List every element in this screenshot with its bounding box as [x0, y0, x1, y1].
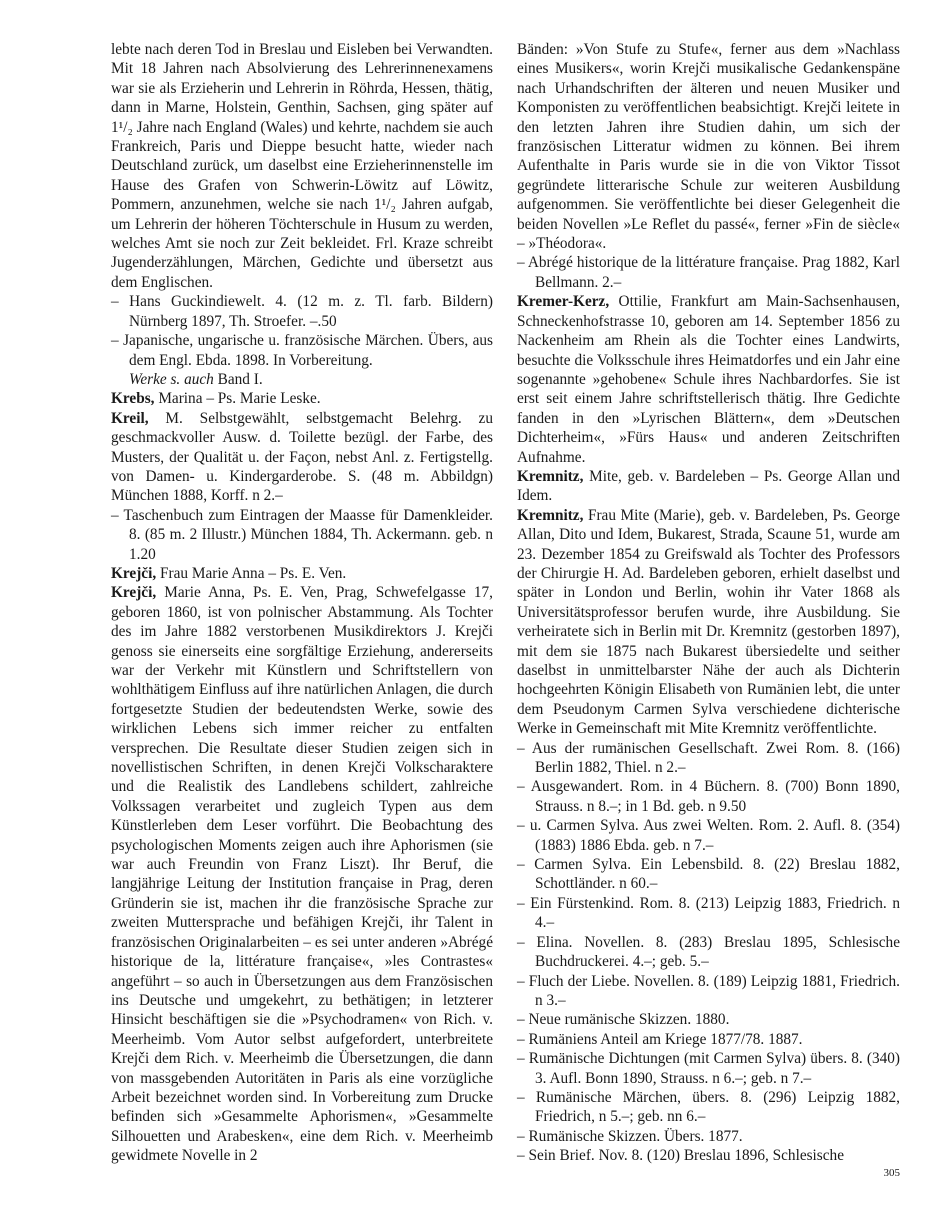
entry-text: Frau Marie Anna – Ps. E. Ven. [156, 564, 347, 582]
entry-headword: Kremer-Kerz, [517, 293, 610, 311]
work-item: – Ein Fürstenkind. Rom. 8. (213) Leipzig 1883, Friedrich. n 4.– [517, 894, 900, 932]
work-item: – Taschenbuch zum Eintragen der Maasse für Damenkleider. 8. (85 m. 2 Illustr.) München 1884, Th. Ackermann. geb. n 1.20 [111, 506, 493, 563]
entry-kremnitz-ps [517, 467, 900, 506]
work-item: – Hans Guckindiewelt. 4. (12 m. z. Tl. farb. Bildern) Nürnberg 1897, Th. Stroefer. –.50 [111, 293, 493, 330]
entry-text: Frau Mite (Marie), geb. v. Bardeleben, Ps. George Allan, Dito und Idem, Bukarest, Strada, Scaune 51, wurde am 23. Dezember 1854 zu Greifswald als Tochter des Professors der Chirurgie H. Ad. Bardeleben geboren, erhielt daselbst und später in London und Berlin, wohin ihr Vater 1868 als Universitätsprofessor berufen wurde, ihre Ausbildung. Sie verheiratete sich in Berlin mit Dr. Kremnitz (gestorben 1897), mit dem sie 1875 nach Bukarest übersiedelte und seither daselbst in unmittelbarster Nähe der auch als Dichterin hochgeehrten Königin Elisabeth von Rumänien lebt, die unter dem Pseudonym Carmen Sylva verschiedene dichterische Werke in Gemeinschaft mit Mite Kremnitz veröffentlichte. [517, 506, 900, 738]
entry-krejci [111, 583, 493, 1165]
page-number: 305 [883, 1167, 900, 1179]
cross-reference-label: Werke s. auch [129, 370, 214, 388]
work-item: – Elina. Novellen. 8. (283) Breslau 1895, Schlesische Buchdruckerei. 4.–; geb. 5.– [517, 933, 900, 971]
entry-text: Marie Anna, Ps. E. Ven, Prag, Schwefelgasse 17, geboren 1860, ist von polnischer Abstammung. Als Tochter des im Jahre 1882 verstorbenen Musikdirektors J. Krejči genoss sie einerseits eine sorgfältige Erziehung, andererseits war der Verkehr mit Künstlern und Schriftstellern von wohlthätigem Einfluss auf ihre natürlichen Anlagen, die durch fortgesetzte Studien der bedeutendsten Werke, sowie des wirklichen Lebens sich immer reicher zu entfalten versprechen. Die Resultate dieser Studien zeigen sich in novellistischen Schriften, in denen Krejči Volkscharaktere und die Realistik des Landlebens schildert, zahlreiche Volkssagen verarbeitet und zugleich Typen aus dem Künstlerleben dem Leser vorführt. Die Beobachtung des psychologischen Moments zeigen auch ihre Aphorismen (sie war auch Freundin von Franz Liszt). Ihr Beruf, die langjährige Leitung der Institution française in Prag, deren Gründerin sie ist, machen ihr die französische Sprache zur zweiten Muttersprache und befähigen Krejči, ihr Talent in französischen Originalarbeiten – es sei unter anderen »Abrégé historique de la, littérature française«, »les Contrastes« angeführt – so auch in Übersetzungen aus dem Französischen ins Deutsche und umgekehrt, zu bethätigen; in letzterer Hinsicht beschäftigen sie die »Psychodramen« von Rich. v. Meerheimb. Vom Autor selbst aufgefordert, unterbreitete Krejči dem Rich. v. Meerheimb die Übersetzungen, die dann von massgebenden Autoritäten in Paris als eine vorzügliche Arbeit bezeichnet worden sind. In Vorbereitung zum Drucke befinden sich »Gesammelte Aphorismen«, »Gesammelte Silhouetten und Arabesken«, eine dem Rich. v. Meerheimb gewidmete Novelle in 2 [111, 584, 493, 1165]
entry-krejci-ps [111, 564, 493, 583]
entry-headword: Krebs, [111, 390, 155, 408]
work-item: – Rumänische Dichtungen (mit Carmen Sylva) übers. 8. (340) 3. Aufl. Bonn 1890, Strauss. n 6.–; geb. n 7.– [517, 1050, 900, 1087]
entry-kremer-kerz [517, 292, 900, 467]
cross-reference [111, 370, 493, 389]
work-item: – Carmen Sylva. Ein Lebensbild. 8. (22) Breslau 1882, Schottländer. n 60.– [517, 856, 900, 893]
work-item: – Neue rumänische Skizzen. 1880. [517, 1011, 730, 1029]
entry-krebs [111, 389, 493, 408]
entry-headword: Krejči, [111, 564, 157, 582]
entry-headword: Kremnitz, [517, 506, 584, 524]
work-item: – Ausgewandert. Rom. in 4 Büchern. 8. (700) Bonn 1890, Strauss. n 8.–; in 1 Bd. geb. n 9.50 [517, 778, 900, 815]
right-column [517, 40, 900, 1166]
entry-kremnitz [517, 506, 900, 739]
work-item: – Aus der rumänischen Gesellschaft. Zwei Rom. 8. (166) Berlin 1882, Thiel. n 2.– [517, 739, 900, 777]
cross-reference-target: Band I. [213, 370, 263, 388]
entry-text: Mite, geb. v. Bardeleben – Ps. George Allan und Idem. [517, 467, 900, 505]
work-item: – Sein Brief. Nov. 8. (120) Breslau 1896, Schlesische [517, 1147, 844, 1165]
work-item: – Abrégé historique de la littérature française. Prag 1882, Karl Bellmann. 2.– [517, 254, 900, 291]
entry-headword: Kreil, [111, 409, 149, 427]
work-item: – u. Carmen Sylva. Aus zwei Welten. Rom. 2. Aufl. 8. (354) (1883) 1886 Ebda. geb. n 7.– [517, 817, 900, 854]
entry-headword: Krejči, [111, 584, 157, 602]
entry-kreil [111, 409, 493, 506]
work-item: – Japanische, ungarische u. französische Märchen. Übers, aus dem Engl. Ebda. 1898. In Vorbereitung. [111, 332, 493, 369]
entry-continuation-text: Bänden: »Von Stufe zu Stufe«, ferner aus dem »Nachlass eines Musikers«, worin Krejči musikalische Gedankenspäne nach Urhandschriften der älteren und neuen Musiker und Komponisten zu veröffentlichen beabsichtigt. Krejči leitete in den letzten Jahren ihre Studien dahin, um sich der französischen Litteratur widmen zu können. Bei ihrem Aufenthalte in Paris wurde sie in die von Viktor Tissot gegründete litterarische Schule zur weiteren Ausbildung aufgenommen. Sie veröffentlichte bei dieser Gelegenheit die beiden Novellen »Le Reflet du passé«, ferner »Fin de siècle« – »Théodora«. [517, 41, 900, 253]
entry-text: Ottilie, Frankfurt am Main-Sachsenhausen, Schneckenhofstrasse 10, geboren am 14. September 1856 zu Nackenheim am Rhein als die Tochter eines Landwirts, besuchte die Volksschule ihres Heimatdorfes und ein Jahr eine sogenannte »gehobene« Schule ihres Nachbardorfes. Sie ist erst seit einem Jahre schriftstellerisch thätig. Ihre Gedichte fanden in den »Lyrischen Blättern«, dem »Deutschen Dichterheim«, »Fürs Haus« und anderen Zeitschriften Aufnahme. [517, 293, 900, 466]
work-item: – Rumäniens Anteil am Kriege 1877/78. 1887. [517, 1030, 803, 1048]
left-column [111, 40, 493, 1166]
entry-text: M. Selbstgewählt, selbstgemacht Belehrg. zu geschmackvoller Ausw. d. Toilette bezügl. der Farbe, des Musters, der Qualität u. der Façon, nebst Anl. z. Fertigstellg. von Damen- u. Kindergarderobe. S. (48 m. Abbildgn) München 1888, Korff. n 2.– [111, 409, 493, 505]
work-item: – Rumänische Skizzen. Übers. 1877. [517, 1127, 743, 1145]
entry-headword: Kremnitz, [517, 467, 584, 485]
work-item: – Rumänische Märchen, übers. 8. (296) Leipzig 1882, Friedrich, n 5.–; geb. nn 6.– [517, 1088, 900, 1126]
work-item: – Fluch der Liebe. Novellen. 8. (189) Leipzig 1881, Friedrich. n 3.– [517, 972, 900, 1009]
entry-text: Marina – Ps. Marie Leske. [154, 390, 321, 408]
entry-continuation-text: lebte nach deren Tod in Breslau und Eisleben bei Verwandten. Mit 18 Jahren nach Absolvierung des Lehrerinnenexamens war sie als Erzieherin und Lehrerin in Röhrda, Hessen, thätig, dann in Marne, Holstein, Genthin, Sachsen, ging später auf 1¹/₂ Jahre nach England (Wales) und kehrte, nachdem sie auch Frankreich, Paris und Dieppe besucht hatte, wieder nach Deutschland zurück, um daselbst eine Erzieherinnenstelle im Hause des Grafen von Schwerin-Löwitz auf Löwitz, Pommern, anzunehmen, welche sie nach 1¹/₂ Jahren aufgab, um Lehrerin der höheren Töchterschule in Husum zu werden, welches Amt sie noch zur Zeit bekleidet. Frl. Kraze schreibt Jugenderzählungen, Märchen, Gedichte und übersetzt aus dem Englischen. [111, 41, 493, 291]
